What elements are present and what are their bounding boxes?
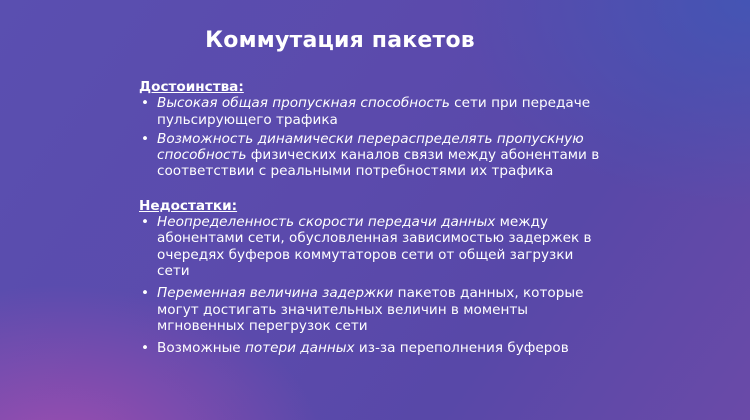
item-text: между абонентами сети, обусловленная зависимостью задержек в очередях буферов коммутаторов сети от общей загрузки сети (157, 214, 592, 279)
list-item (139, 285, 609, 334)
list-item (139, 131, 609, 180)
item-text: физических каналов связи между абонентами в соответствии с реальными потребностями их трафика (157, 147, 600, 180)
list-item (139, 95, 609, 128)
item-text: пакетов данных, которые могут достигать значительных величин в моменты мгновенных перегрузок сети (157, 285, 584, 334)
bullet-icon: • (141, 130, 150, 147)
disadvantages-heading: Недостатки: (139, 197, 238, 214)
bullet-icon: • (141, 340, 150, 357)
item-emphasis: потери данных (245, 340, 355, 357)
item-lead: Возможные (157, 340, 245, 357)
slide-title: Коммутация пакетов (205, 28, 475, 53)
disadvantages-list (139, 214, 609, 356)
item-emphasis: Неопределенность скорости передачи данных (157, 214, 496, 231)
list-item (139, 340, 609, 356)
item-emphasis: Возможность динамически перераспределять пропускную способность (157, 130, 584, 164)
item-text: из-за переполнения буферов (354, 340, 569, 357)
item-emphasis: Переменная величина задержки (157, 285, 394, 302)
item-emphasis: Высокая общая пропускная способность (157, 95, 450, 112)
bullet-icon: • (141, 214, 150, 231)
item-text: сети при передаче пульсирующего трафика (157, 95, 591, 128)
advantages-heading: Достоинства: (139, 79, 244, 95)
section-spacer (139, 180, 609, 198)
bullet-icon: • (141, 285, 150, 302)
slide-content (139, 79, 609, 356)
bullet-icon: • (141, 95, 150, 112)
list-item (139, 214, 609, 279)
advantages-list (139, 95, 609, 179)
